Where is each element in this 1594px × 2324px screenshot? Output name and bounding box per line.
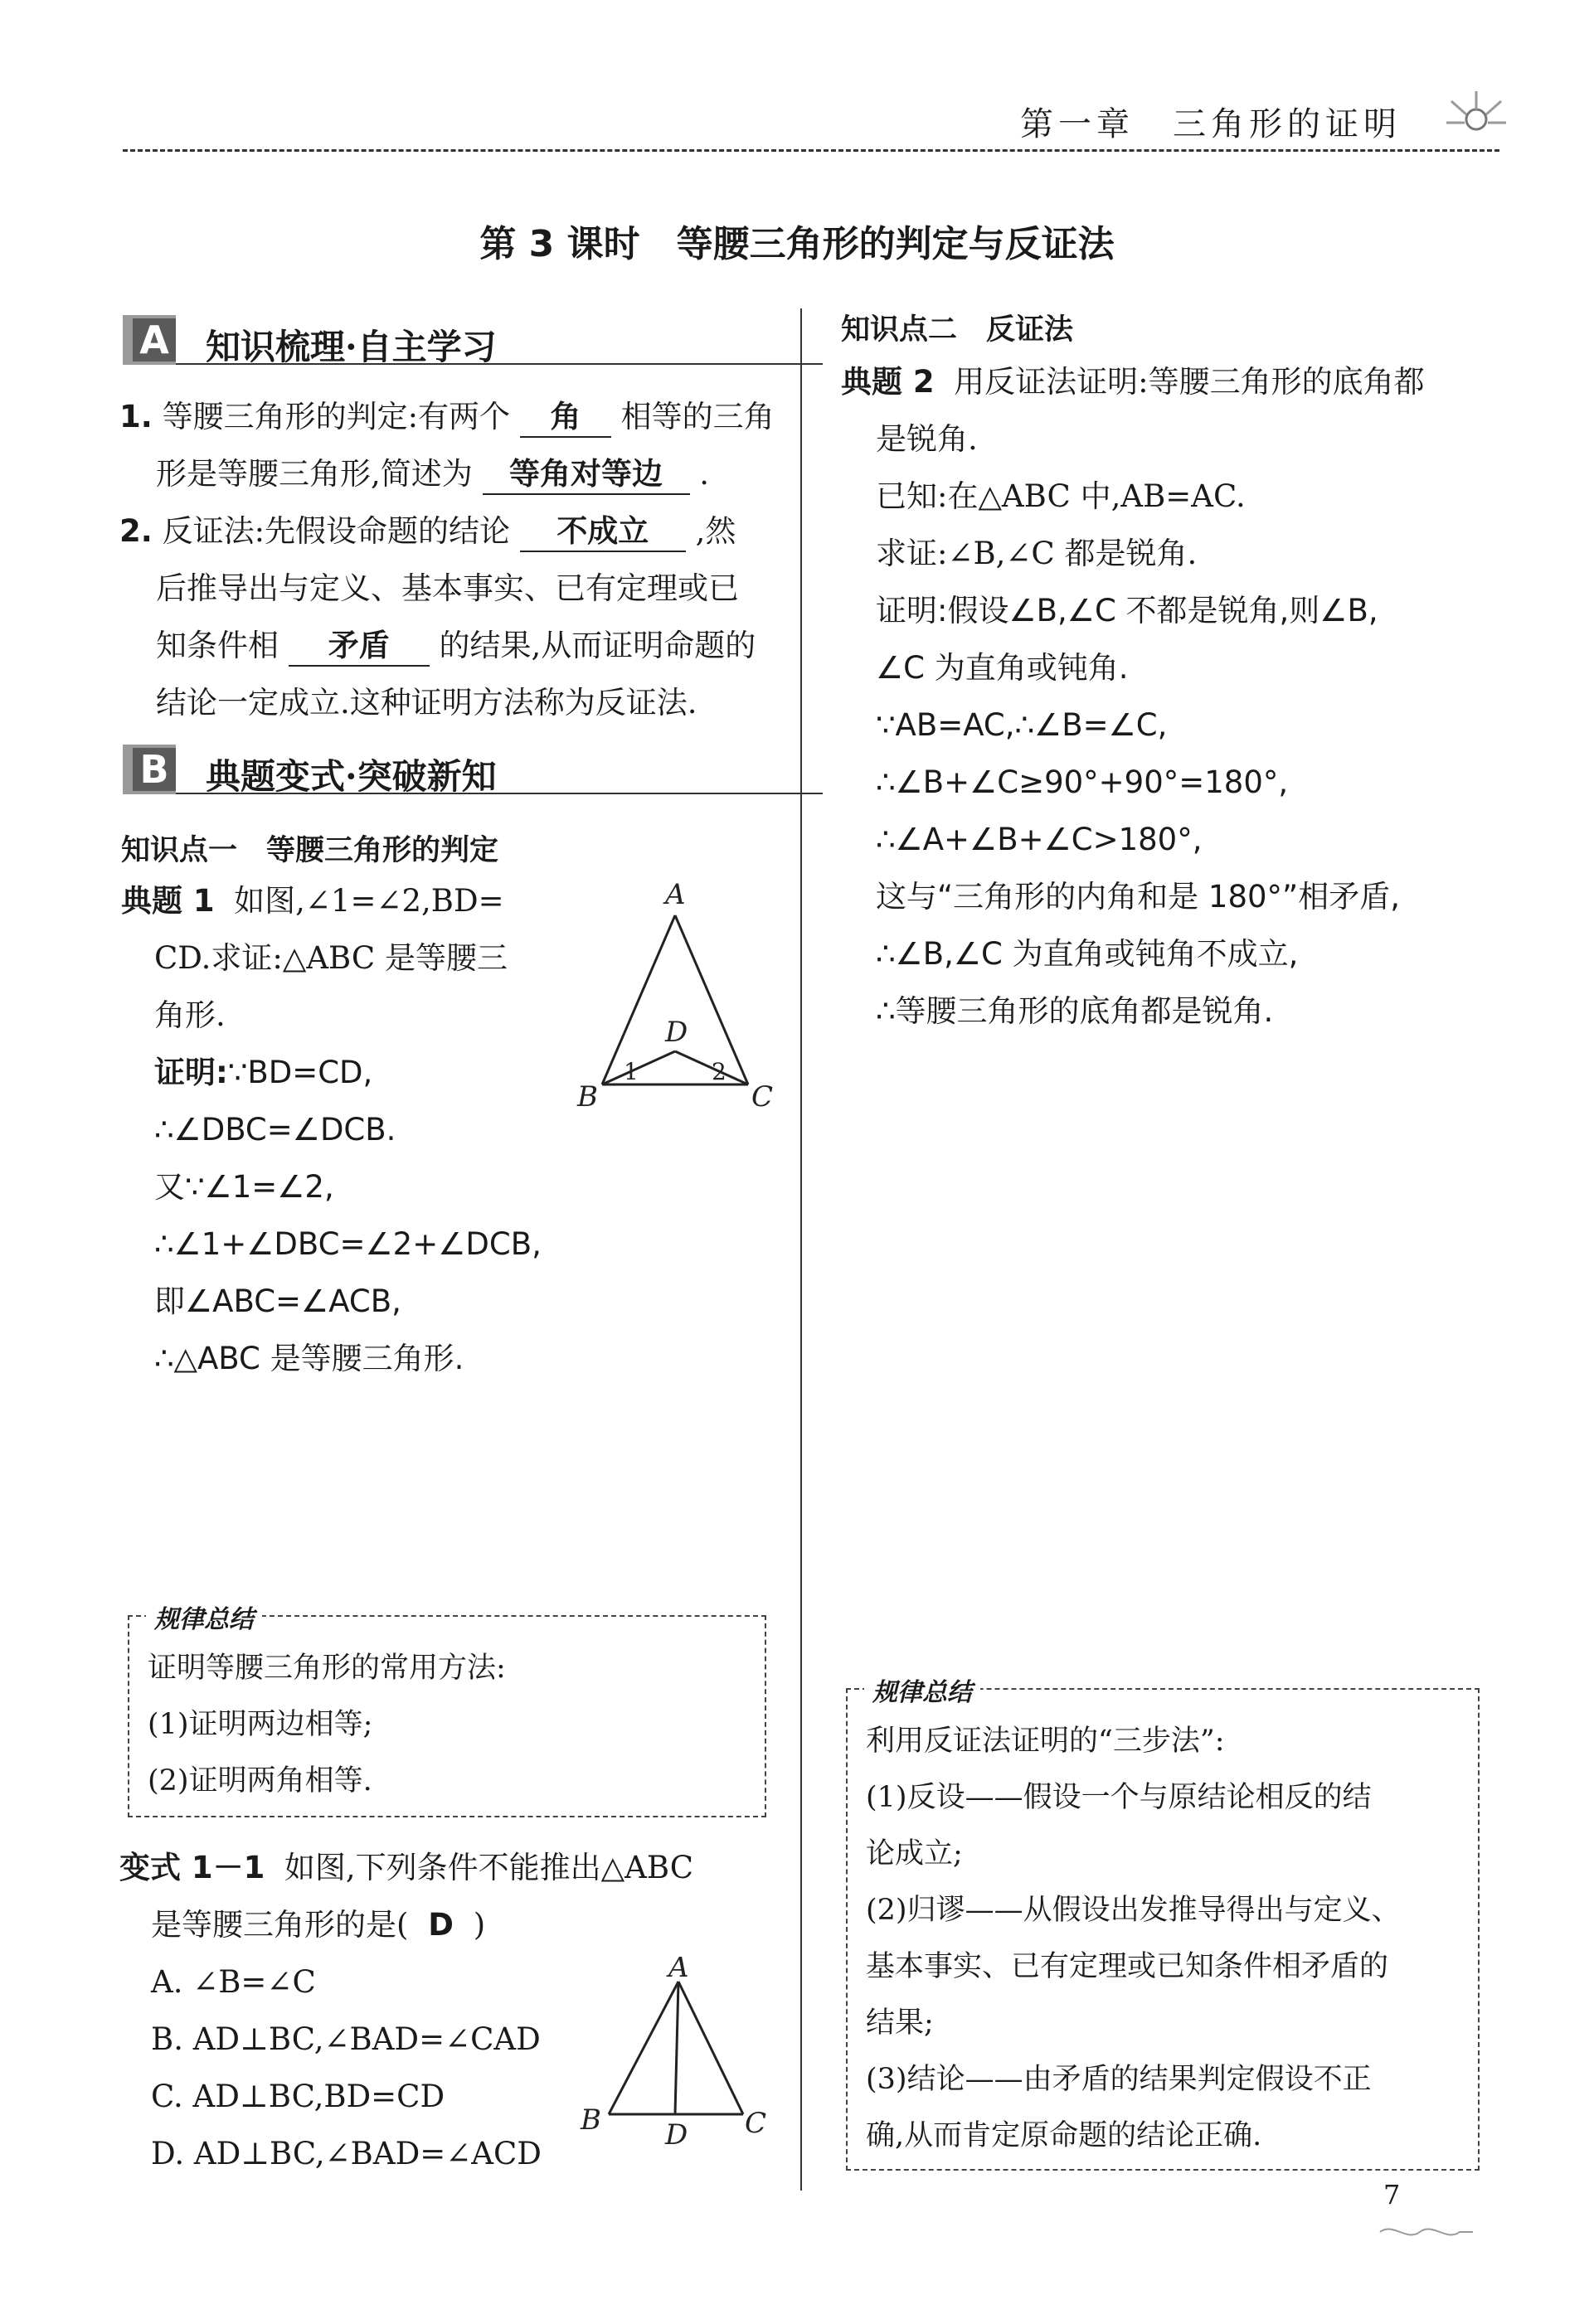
example-label: 典题 2 <box>841 364 935 400</box>
proof-line <box>154 1044 372 1101</box>
example-text: 角形. <box>154 997 226 1033</box>
example-1 <box>121 872 504 929</box>
summary-title: 规律总结 <box>146 1599 262 1635</box>
proof-label: 证明: <box>154 1055 228 1090</box>
summary-title: 规律总结 <box>864 1671 980 1708</box>
item-text: 相等的三角 <box>620 399 775 434</box>
proof-line: ∴∠B+∠C≥90°+90°=180°, <box>876 764 1289 800</box>
proof-text: ∵BD=CD, <box>227 1055 373 1090</box>
proof-line: 即∠ABC=∠ACB, <box>154 1283 401 1319</box>
question-text: 如图,下列条件不能推出△ABC <box>284 1850 694 1885</box>
label-c: C <box>751 1080 774 1113</box>
knowledge-item-2-cont <box>156 617 756 674</box>
item-number: 2. <box>119 513 153 549</box>
example-text: 用反证法证明:等腰三角形的底角都 <box>954 364 1425 400</box>
footer-ornament-icon <box>1377 2219 1476 2244</box>
proof-line: ∴∠A+∠B+∠C>180°, <box>876 822 1203 857</box>
label-c: C <box>745 2107 767 2140</box>
question-text: ) <box>473 1907 486 1943</box>
knowledge-item-1-cont <box>156 445 709 502</box>
header-divider <box>123 149 1499 152</box>
option-c: C. AD⊥BC,BD=CD <box>151 2079 445 2114</box>
summary-line: (3)结论——由矛盾的结果判定假设不正 <box>866 2063 1372 2096</box>
variant-question-cont <box>151 1896 485 1953</box>
example-2 <box>841 353 1425 410</box>
summary-line: 确,从而肯定原命题的结论正确. <box>866 2119 1262 2152</box>
example-text: 如图,∠1=∠2,BD= <box>234 883 504 919</box>
label-b: B <box>581 2103 601 2137</box>
item-text: 知条件相 <box>156 628 279 663</box>
example-text: CD.求证:△ABC 是等腰三 <box>154 940 508 976</box>
summary-line: 论成立; <box>866 1837 963 1870</box>
label-a: A <box>668 1957 689 1984</box>
item-line: 后推导出与定义、基本事实、已有定理或已 <box>156 570 739 606</box>
knowledge-item-1 <box>119 388 775 445</box>
item-text: 的结果,从而证明命题的 <box>439 628 756 663</box>
summary-line: (1)证明两边相等; <box>148 1708 373 1741</box>
summary-line: (2)证明两角相等. <box>148 1764 372 1798</box>
proof-line: ∴∠DBC=∠DCB. <box>154 1112 396 1147</box>
summary-body <box>866 1713 1401 2164</box>
summary-line: 基本事实、已有定理或已知条件相矛盾的 <box>866 1950 1389 1983</box>
angle-1-label: 1 <box>624 1058 639 1085</box>
summary-line: 结果; <box>866 2006 934 2040</box>
summary-line: 利用反证法证明的“三步法”: <box>866 1725 1225 1758</box>
section-b-heading <box>123 745 836 798</box>
segment-ab <box>609 1982 678 2114</box>
variant-label: 变式 1－1 <box>119 1850 265 1885</box>
chapter-header: 第一章 三角形的证明 <box>1020 105 1402 143</box>
option-b: B. AD⊥BC,∠BAD=∠CAD <box>151 2021 541 2057</box>
question-text: 是等腰三角形的是( <box>151 1907 409 1943</box>
ornament-icon <box>1443 86 1509 144</box>
summary-line: 证明等腰三角形的常用方法: <box>148 1652 506 1685</box>
answer-blank: 等角对等边 <box>483 455 690 495</box>
summary-body <box>148 1640 506 1809</box>
answer-choice: D <box>428 1907 454 1943</box>
proof-line: 这与“三角形的内角和是 180°”相矛盾, <box>876 879 1400 915</box>
segment-ad <box>675 1982 678 2114</box>
knowledge-point-1-title: 知识点一 等腰三角形的判定 <box>121 834 499 867</box>
section-underline <box>176 793 823 794</box>
item-text: 反证法:先假设命题的结论 <box>162 513 511 549</box>
item-number: 1. <box>119 399 153 434</box>
answer-blank: 矛盾 <box>289 627 430 667</box>
proof-line: ∴∠1+∠DBC=∠2+∠DCB, <box>154 1226 542 1262</box>
angle-2-label: 2 <box>712 1058 727 1085</box>
column-divider <box>800 308 802 2191</box>
proof-line: ∵AB=AC,∴∠B=∠C, <box>876 707 1168 743</box>
lesson-title: 第 3 课时 等腰三角形的判定与反证法 <box>479 223 1115 265</box>
section-a-heading <box>123 315 836 368</box>
item-line: 结论一定成立.这种证明方法称为反证法. <box>156 685 697 720</box>
proof-line: ∠C 为直角或钝角. <box>876 650 1129 686</box>
item-text: . <box>699 456 710 492</box>
proof-line: ∴△ABC 是等腰三角形. <box>154 1341 464 1376</box>
segment-ab <box>602 915 675 1084</box>
triangle-figure-2 <box>572 1957 771 2156</box>
summary-box-1 <box>128 1605 766 1817</box>
knowledge-point-2-title: 知识点二 反证法 <box>841 313 1074 347</box>
section-letter: B <box>133 748 176 791</box>
answer-blank: 角 <box>520 398 611 438</box>
knowledge-item-2 <box>119 502 736 560</box>
proof-line: ∴∠B,∠C 为直角或钝角不成立, <box>876 936 1299 972</box>
answer-blank: 不成立 <box>520 512 686 552</box>
option-d: D. AD⊥BC,∠BAD=∠ACD <box>151 2136 542 2171</box>
proof-line: 证明:假设∠B,∠C 不都是锐角,则∠B, <box>876 593 1378 628</box>
item-text: ,然 <box>695 513 736 549</box>
triangle-figure-1 <box>572 879 788 1119</box>
prove-line: 求证:∠B,∠C 都是锐角. <box>876 536 1198 571</box>
item-text: 形是等腰三角形,简述为 <box>156 456 473 492</box>
section-underline <box>176 363 823 365</box>
example-text: 是锐角. <box>876 421 978 457</box>
item-text: 等腰三角形的判定:有两个 <box>162 399 511 434</box>
summary-line: (2)归谬——从假设出发推导得出与定义、 <box>866 1894 1401 1927</box>
variant-question <box>119 1839 693 1896</box>
given-line: 已知:在△ABC 中,AB=AC. <box>876 478 1246 514</box>
proof-line: 又∵∠1=∠2, <box>154 1169 334 1205</box>
page-number: 7 <box>1383 2179 1401 2210</box>
section-letter: A <box>133 318 176 361</box>
option-a: A. ∠B=∠C <box>151 1964 316 2000</box>
summary-line: (1)反设——假设一个与原结论相反的结 <box>866 1781 1372 1814</box>
example-label: 典题 1 <box>121 883 215 919</box>
summary-box-2 <box>846 1678 1480 2171</box>
label-d: D <box>665 1016 688 1049</box>
label-d: D <box>665 2118 688 2152</box>
label-b: B <box>577 1080 598 1113</box>
label-a: A <box>665 879 686 911</box>
section-title: 典题变式·突破新知 <box>206 756 497 797</box>
section-title: 知识梳理·自主学习 <box>206 327 497 367</box>
proof-line: ∴等腰三角形的底角都是锐角. <box>876 993 1274 1029</box>
segment-ac <box>678 1982 743 2114</box>
